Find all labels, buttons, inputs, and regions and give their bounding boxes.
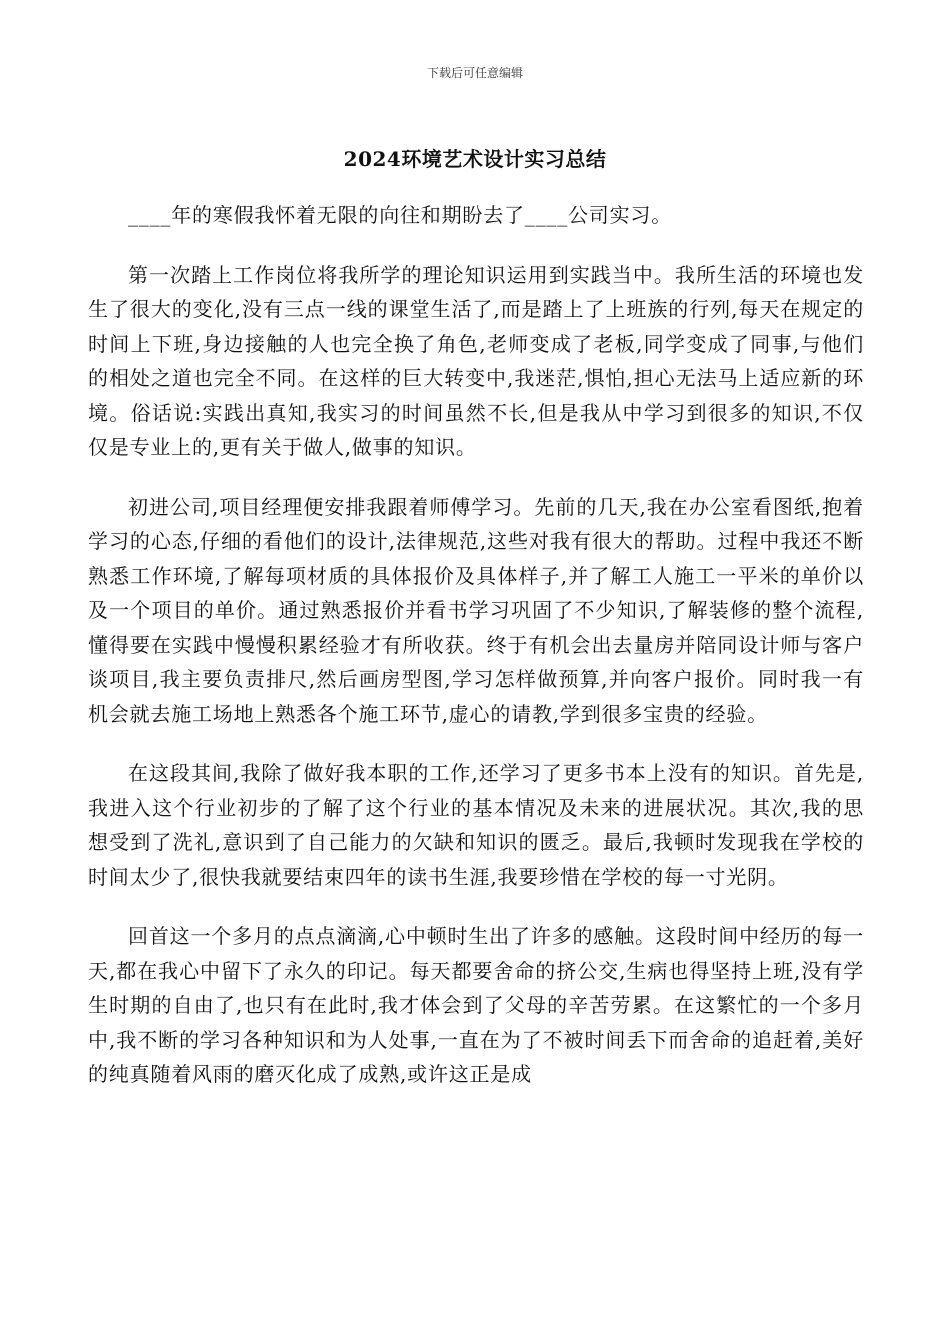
document-body — [88, 198, 864, 1117]
paragraph-5: 回首这一个多月的点点滴滴,心中顿时生出了许多的感触。这段时间中经历的每一天,都在我心中留下了永久的印记。每天都要舍命的挤公交,生病也得坚持上班,没有学生时期的自由了,也只有在此时,我才体会到了父母的辛苦劳累。在这繁忙的一个多月中,我不断的学习各种知识和为人处事,一直在为了不被时间丢下而舍命的追赶着,美好的纯真随着风雨的磨灭化成了成熟,或许这正是成 — [88, 924, 864, 1086]
page-header-note: 下载后可任意编辑 — [426, 66, 523, 80]
paragraph-4: 在这段其间,我除了做好我本职的工作,还学习了更多书本上没有的知识。首先是,我进入这个行业初步的了解了这个行业的基本情况及未来的进展状况。其次,我的思想受到了洗礼,意识到了自己能力的欠缺和知识的匮乏。最后,我顿时发现我在学校的时间太少了,很快我就要结束四年的读书生涯,我要珍惜在学校的每一寸光阴。 — [88, 761, 864, 889]
paragraph-2: 第一次踏上工作岗位将我所学的理论知识运用到实践当中。我所生活的环境也发生了很大的变化,没有三点一线的课堂生活了,而是踏上了上班族的行列,每天在规定的时间上下班,身边接触的人也完全换了角色,老师变成了老板,同学变成了同事,与他们的相处之道也完全不同。在这样的巨大转变中,我迷茫,惧怕,担心无法马上适应新的环境。俗话说:实践出真知,我实习的时间虽然不长,但是我从中学习到很多的知识,不仅仅是专业上的,更有关于做人,做事的知识。 — [88, 262, 864, 459]
paragraph-3: 初进公司,项目经理便安排我跟着师傅学习。先前的几天,我在办公室看图纸,抱着学习的心态,仔细的看他们的设计,法律规范,这些对我有很大的帮助。过程中我还不断熟悉工作环境,了解每项材质的具体报价及具体样子,并了解工人施工一平米的单价以及一个项目的单价。通过熟悉报价并看书学习巩固了不少知识,了解装修的整个流程,懂得要在实践中慢慢积累经验才有所收获。终于有机会出去量房并陪同设计师与客户谈项目,我主要负责排尺,然后画房型图,学习怎样做预算,并向客户报价。同时我一有机会就去施工场地上熟悉各个施工环节,虚心的请教,学到很多宝贵的经验。 — [88, 494, 864, 726]
document-title: 2024环境艺术设计实习总结 — [343, 147, 607, 171]
paragraph-1: ____年的寒假我怀着无限的向往和期盼去了____公司实习。 — [128, 203, 672, 227]
